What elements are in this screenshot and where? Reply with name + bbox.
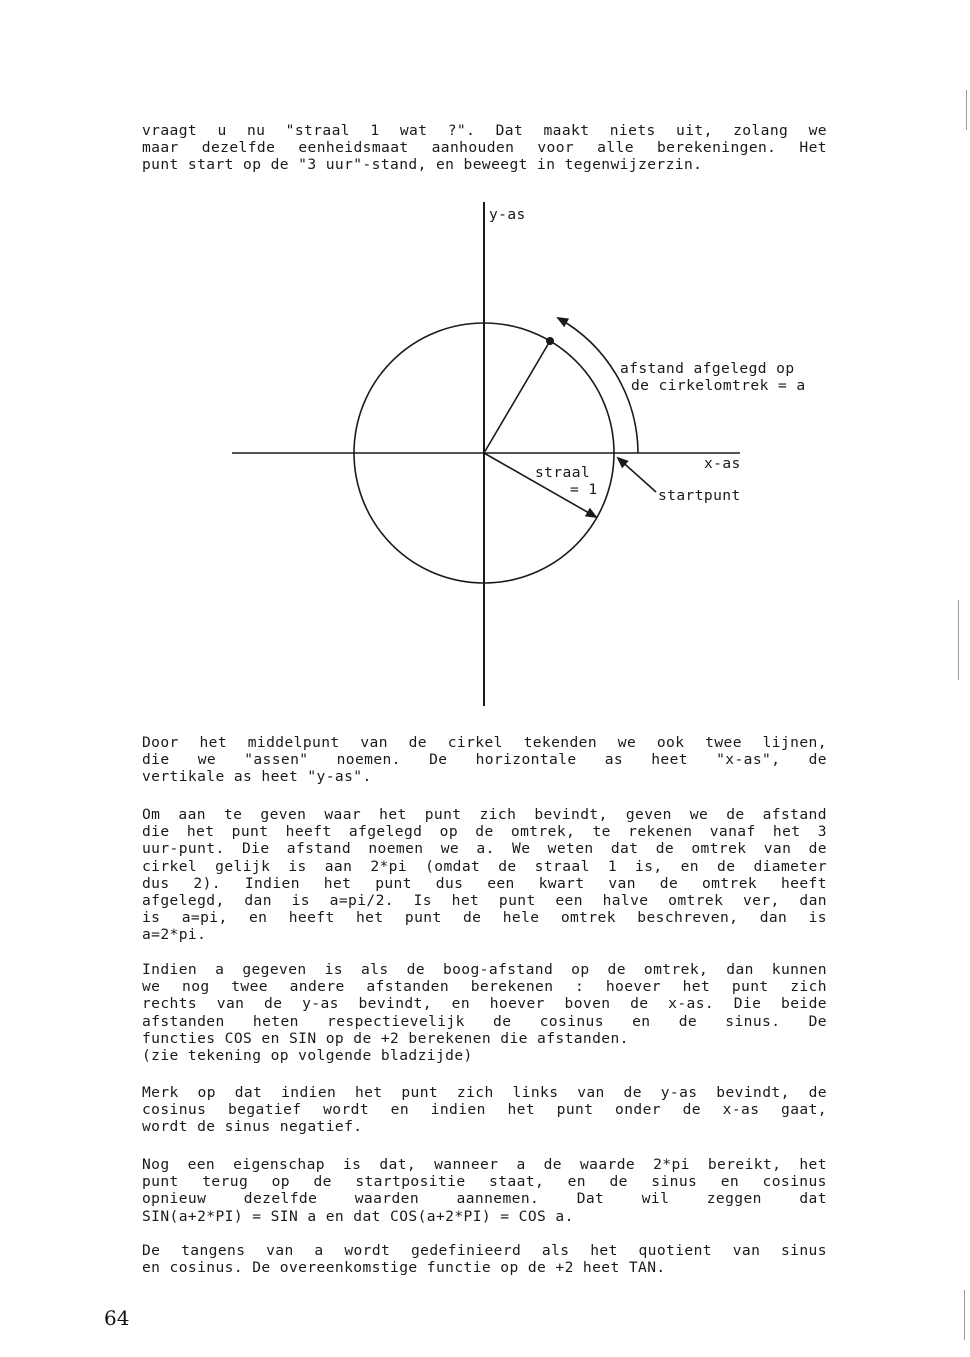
text-line [142, 1156, 827, 1173]
word: punt [231, 823, 269, 841]
word: 1 [607, 857, 617, 875]
word: tekenden [523, 734, 598, 751]
text-line: a=2*pi. [142, 926, 207, 944]
text-line [142, 978, 827, 995]
word: hele [502, 909, 540, 927]
word: Die [733, 995, 762, 1013]
word: x-as [722, 1101, 760, 1119]
word: wat [399, 122, 428, 139]
word: is [288, 857, 307, 875]
word: dan [799, 892, 827, 910]
word: zich [790, 978, 827, 996]
word: de [726, 806, 745, 823]
word: en [390, 1101, 410, 1119]
word: u [217, 122, 227, 139]
word: punt [142, 1173, 179, 1191]
word: andere [289, 978, 345, 996]
word: van [763, 840, 792, 858]
word: De [808, 1012, 827, 1030]
word: geven [625, 806, 672, 823]
word: gelijk [215, 857, 271, 875]
word: bereikt, [707, 1156, 782, 1173]
startpoint-label: startpunt [658, 487, 741, 504]
text-line: vertikale as heet "y-as". [142, 768, 372, 786]
text-line [142, 1190, 827, 1207]
word: berekenen [470, 978, 554, 996]
scan-edge-mark [964, 1290, 965, 1340]
word: indien [281, 1084, 337, 1101]
word: en [720, 1173, 740, 1191]
word: Door [142, 734, 179, 751]
word: uur-punt. [142, 840, 225, 858]
word: boven [564, 995, 611, 1013]
word: een [487, 874, 515, 892]
word: Het [799, 139, 827, 157]
word: wanneer [434, 1156, 499, 1173]
word: dus [142, 874, 170, 892]
word: cosinus [762, 1173, 827, 1191]
word: het [356, 909, 384, 927]
word: a. [476, 840, 495, 858]
word: zolang [733, 122, 789, 139]
word: het [451, 892, 480, 910]
word: a=pi, [181, 909, 228, 927]
word: tangens [181, 1242, 246, 1259]
word: beide [781, 995, 827, 1013]
word: kwart [538, 874, 585, 892]
word: en [249, 909, 268, 927]
word: cirkel [142, 857, 198, 875]
word: dat [234, 1084, 263, 1101]
word: 3 [817, 823, 827, 841]
word: hoever [489, 995, 545, 1013]
word: de [682, 1101, 701, 1119]
word: y-as [660, 1084, 698, 1101]
word: wordt [344, 1242, 391, 1259]
word: begatief [227, 1101, 302, 1119]
word: als [541, 1242, 570, 1259]
word: rechts [142, 995, 198, 1013]
text-line [142, 806, 827, 823]
word: as [604, 751, 624, 769]
word: sinus [651, 1173, 698, 1191]
word: de [406, 961, 425, 978]
word: de [808, 840, 827, 858]
word: eigenschap [233, 1156, 325, 1173]
word: middelpunt [247, 734, 340, 751]
word: cosinus [142, 1101, 207, 1119]
word: het [507, 1101, 536, 1119]
word: van [732, 1242, 761, 1259]
radius-to-point [484, 341, 550, 453]
word: de [630, 995, 649, 1013]
word: is, [635, 857, 663, 875]
word: op [439, 823, 459, 841]
text-line: wordt de sinus negatief. [142, 1118, 363, 1136]
word: onder [615, 1101, 661, 1119]
word: dat [799, 1190, 827, 1208]
word: links [512, 1084, 559, 1101]
word: punt [731, 978, 769, 996]
word: ver, [742, 892, 780, 910]
word: weten [547, 840, 594, 858]
word: x-as. [668, 995, 715, 1013]
word: een [555, 892, 583, 910]
word: heeft [780, 874, 827, 892]
word: Is [413, 892, 432, 910]
word: dat, [379, 1156, 417, 1173]
word: De [142, 1242, 161, 1259]
word: afstand [286, 840, 352, 858]
word: we [617, 734, 637, 751]
word: Indien [244, 874, 300, 892]
text-line [142, 823, 827, 840]
word: omtrek, [643, 961, 709, 978]
paragraph-tangent [142, 1242, 827, 1276]
word: en [567, 1173, 586, 1191]
word: punt [556, 1101, 594, 1119]
word: Om [142, 806, 161, 823]
word: de [659, 874, 679, 892]
text-line [142, 995, 827, 1012]
text-line [142, 1101, 827, 1118]
paragraph-negative [142, 1084, 827, 1136]
text-line [142, 909, 827, 926]
word: a [314, 1242, 324, 1259]
text-line [142, 1084, 827, 1101]
word: ook [656, 734, 685, 751]
word: aan [178, 806, 206, 823]
word: cirkel [447, 734, 503, 751]
word: hoever [605, 978, 661, 996]
word: een [187, 1156, 216, 1173]
word: wordt [323, 1101, 370, 1119]
word: we [440, 840, 460, 858]
word: respectievelijk [327, 1012, 465, 1030]
word: alle [597, 139, 634, 157]
word: zich [479, 806, 517, 823]
word: op [571, 961, 590, 978]
word: (omdat [425, 857, 481, 875]
word: waar [324, 806, 362, 823]
word: punt [375, 874, 412, 892]
arc-label-line2: de cirkelomtrek = a [631, 377, 806, 394]
word: gegeven [242, 961, 307, 978]
word: a [215, 961, 225, 978]
word: omtrek [702, 874, 758, 892]
word: heeft [285, 823, 332, 841]
radius-label-line2: = 1 [570, 481, 598, 498]
word: de [655, 840, 675, 858]
word: terug [202, 1173, 249, 1191]
word: gedefinieerd [410, 1242, 522, 1259]
word: de [623, 1084, 642, 1101]
word: zeggen [706, 1190, 762, 1208]
word: bevindt, [716, 1084, 790, 1101]
word: punt [424, 806, 462, 823]
word: dat [610, 840, 639, 858]
word: bevindt, [358, 995, 432, 1013]
word: a [516, 1156, 526, 1173]
word: We [512, 840, 531, 858]
word: dan [759, 909, 788, 927]
word: we [142, 978, 161, 996]
word: de [498, 857, 517, 875]
text-line [142, 734, 827, 751]
word: Dat [576, 1190, 605, 1208]
word: de [313, 1173, 332, 1191]
word: te [592, 823, 611, 841]
word: Dat [495, 122, 524, 139]
word: die [142, 751, 170, 769]
word: halve [602, 892, 649, 910]
word: de [808, 751, 827, 769]
word: de [463, 909, 482, 927]
word: het [186, 823, 215, 841]
page-number: 64 [104, 1306, 130, 1330]
word: rekenen [628, 823, 693, 841]
word: vanaf [709, 823, 756, 841]
word: aanhouden [431, 139, 515, 157]
scan-edge-mark [958, 600, 959, 680]
word: waarden [354, 1190, 420, 1208]
word: is [142, 909, 161, 927]
word: noemen. [336, 751, 401, 769]
word: het [799, 1156, 827, 1173]
word: op [271, 1173, 290, 1191]
word: maar [142, 139, 179, 157]
word: startpositie [355, 1173, 466, 1191]
word: noemen [368, 840, 424, 858]
startpoint-pointer [618, 458, 656, 492]
paragraph-sine-cosine [142, 961, 827, 1064]
word: geven [260, 806, 307, 823]
word: afstanden [366, 978, 450, 996]
word: bevindt, [534, 806, 608, 823]
word: afstanden [142, 1012, 225, 1030]
word: is [324, 961, 343, 978]
word: het [199, 734, 228, 751]
word: De [429, 751, 448, 769]
word: vraagt [142, 122, 198, 139]
word: Die [241, 840, 270, 858]
text-line: punt start op de "3 uur"-stand, en beweegt in tegenwijzerzin. [142, 156, 703, 174]
word: Nog [142, 1156, 170, 1173]
text-line [142, 1173, 827, 1190]
arc-label-line1: afstand afgelegd op [620, 360, 795, 377]
word: voor [537, 139, 575, 157]
word: de [475, 823, 494, 841]
word: dezelfde [243, 1190, 318, 1208]
word: dan [726, 961, 754, 978]
word: van [360, 734, 388, 751]
word: niets [609, 122, 656, 139]
word: horizontale [475, 751, 577, 769]
word: dus [435, 874, 464, 892]
word: indien [430, 1101, 486, 1119]
word: opnieuw [142, 1190, 207, 1208]
word: is [343, 1156, 362, 1173]
word: dan [244, 892, 272, 910]
word: we [808, 122, 827, 139]
word: we [197, 751, 217, 769]
word: "assen" [244, 751, 309, 769]
word: dezelfde [201, 139, 276, 157]
arc-distance-arrow [558, 318, 638, 453]
word: het [590, 1242, 618, 1259]
word: quotient [638, 1242, 712, 1259]
word: is [291, 892, 310, 910]
word: en [632, 1012, 651, 1030]
word: 2*pi [370, 857, 408, 875]
word: als [361, 961, 389, 978]
text-line [142, 961, 827, 978]
word: het [379, 806, 407, 823]
word: : [575, 978, 585, 996]
word: twee [705, 734, 742, 751]
word: Merk [142, 1084, 179, 1101]
word: de [493, 1012, 512, 1030]
word: nu [246, 122, 266, 139]
word: van [577, 1084, 605, 1101]
word: van [608, 874, 636, 892]
word: de [607, 961, 626, 978]
word: de [609, 1173, 628, 1191]
word: punt [401, 1084, 439, 1101]
word: maakt [543, 122, 590, 139]
word: gaat, [781, 1101, 827, 1119]
word: de [543, 1156, 562, 1173]
word: cosinus [539, 1012, 604, 1030]
word: eenheidsmaat [298, 139, 409, 157]
word: is [808, 909, 827, 927]
word: "x-as", [716, 751, 781, 769]
word: sinus [780, 1242, 827, 1259]
text-line [142, 892, 827, 909]
word: afstand [762, 806, 827, 823]
word: heeft [288, 909, 335, 927]
word: punt [404, 909, 442, 927]
word: sinus. [725, 1012, 781, 1030]
word: "straal [285, 122, 350, 139]
word: straal [534, 857, 590, 875]
word: aan [324, 857, 353, 875]
word: berekeningen. [656, 139, 777, 157]
word: het [323, 874, 352, 892]
text-line [142, 1013, 827, 1030]
y-axis-label: y-as [489, 206, 526, 223]
word: 2). [193, 874, 221, 892]
word: nog [182, 978, 210, 996]
text-line: functies COS en SIN op de +2 berekenen die afstanden. [142, 1029, 629, 1047]
word: omtrek [691, 840, 747, 858]
paragraph-axes [142, 734, 827, 786]
word: boog-afstand [442, 961, 554, 978]
word: op [197, 1084, 216, 1101]
word: twee [231, 978, 268, 996]
word: we [689, 806, 709, 823]
word: van [216, 995, 245, 1013]
text-line: SIN(a+2*PI) = SIN a en dat COS(a+2*PI) = COS a. [142, 1207, 574, 1225]
word: omtrek [668, 892, 724, 910]
word: zich [456, 1084, 494, 1101]
word: wil [641, 1190, 670, 1208]
word: beschreven, [637, 909, 739, 927]
word: 1 [370, 122, 380, 139]
word: punt [498, 892, 536, 910]
word: afgelegd [348, 823, 423, 841]
word: kunnen [771, 961, 827, 978]
word: de [264, 995, 283, 1013]
scan-edge-mark [966, 90, 967, 130]
text-line: (zie tekening op volgende bladzijde) [142, 1047, 473, 1065]
word: 2*pi [653, 1156, 690, 1173]
text-line [142, 1242, 827, 1259]
word: uit, [676, 122, 713, 139]
word: die [142, 823, 170, 841]
word: a=pi/2. [329, 892, 394, 910]
word: omtrek, [510, 823, 576, 841]
radius-label-line1: straal [535, 464, 591, 481]
word: omtrek [560, 909, 616, 927]
text-line [142, 751, 827, 768]
word: Indien [142, 961, 198, 978]
text-line [142, 840, 827, 857]
paragraph-periodic [142, 1156, 827, 1225]
moving-point [546, 337, 554, 345]
word: lijnen, [762, 734, 827, 751]
word: de [408, 734, 427, 751]
word: staat, [489, 1173, 545, 1191]
word: te [224, 806, 243, 823]
x-axis-label: x-as [704, 455, 741, 472]
word: het [772, 823, 801, 841]
word: ?". [447, 122, 476, 139]
word: en [451, 995, 471, 1013]
word: de [717, 857, 736, 875]
word: de [678, 1012, 698, 1030]
word: het [355, 1084, 383, 1101]
text-line: en cosinus. De overeenkomstige functie op de +2 heet TAN. [142, 1259, 666, 1277]
paragraph-distance [142, 806, 827, 944]
word: het [682, 978, 711, 996]
word: waarde [580, 1156, 636, 1173]
word: diameter [753, 857, 827, 875]
word: y-as [302, 995, 339, 1013]
text-line [142, 858, 827, 875]
word: heten [252, 1012, 299, 1030]
word: van [266, 1242, 294, 1259]
word: afgelegd, [142, 892, 225, 910]
word: en [680, 857, 699, 875]
word: de [808, 1084, 827, 1101]
word: heet [651, 751, 688, 769]
word: aannemen. [456, 1190, 540, 1208]
text-line [142, 875, 827, 892]
